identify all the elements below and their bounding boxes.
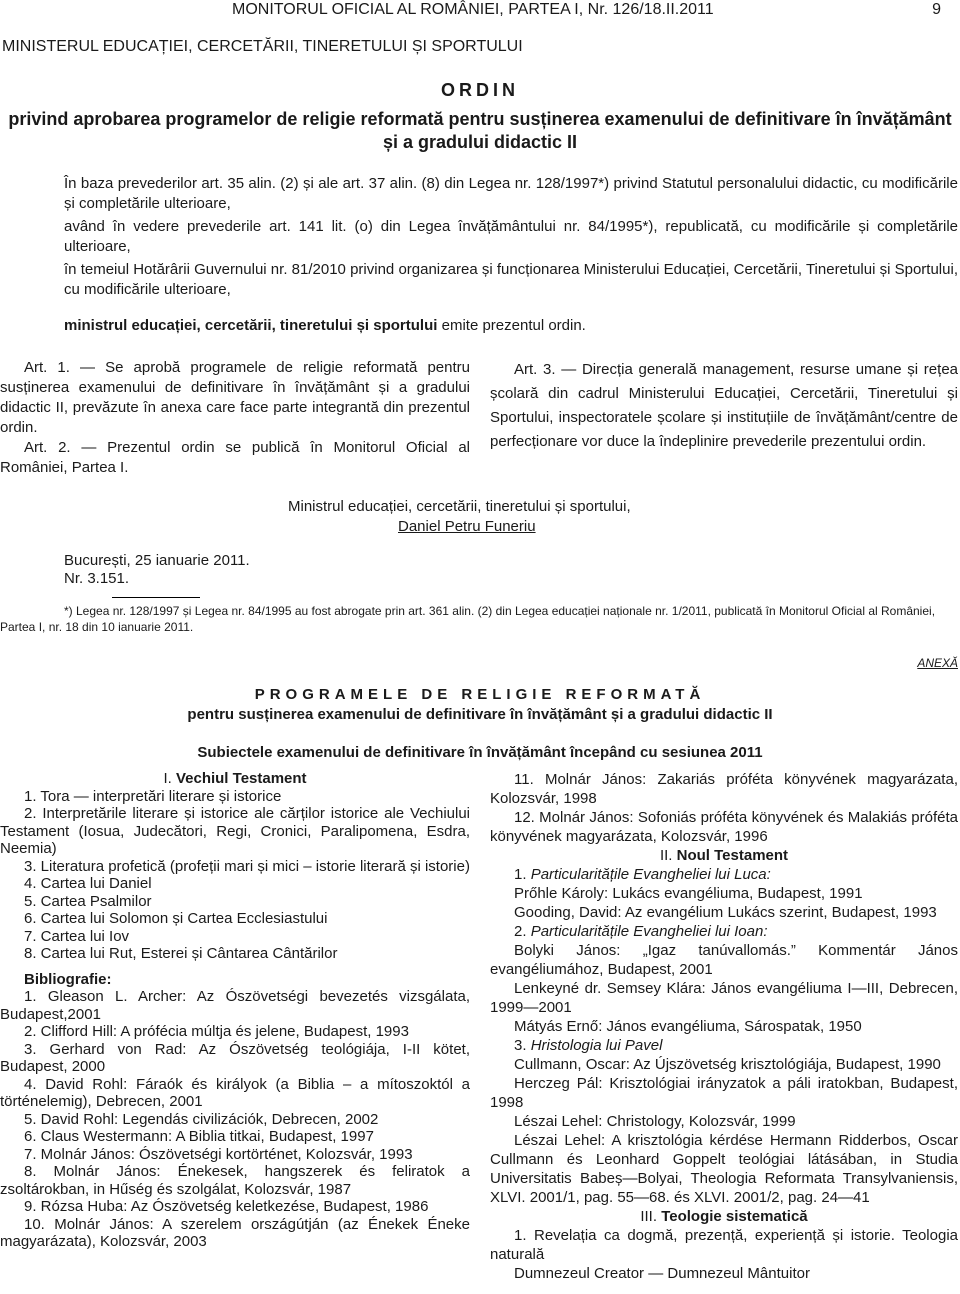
section-number: III. [640, 1208, 658, 1225]
bibliography-item: 9. Rózsa Huba: Az Ószövetség keletkezése, Budapest, 1986 [24, 1198, 429, 1215]
article-2: Art. 2. — Prezentul ordin se publică în Monitorul Oficial al României, Partea I. [0, 439, 470, 476]
bibliography-item: Lészai Lehel: Christology, Kolozsvár, 1999 [514, 1113, 796, 1130]
left-program-column [0, 770, 470, 1251]
page-header [0, 0, 960, 20]
preamble-paragraph: având în vedere prevederile art. 141 lit. (o) din Legea învățământului nr. 84/1995*), republicată, cu modificările și completările ulterioare, [64, 218, 958, 255]
publication-title: MONITORUL OFICIAL AL ROMÂNIEI, PARTEA I, Nr. 126/18.II.2011 [232, 1, 714, 18]
bibliography-item: 5. David Rohl: Legendás civilizációk, Debrecen, 2002 [24, 1110, 379, 1128]
subsection-title: Particularitățile Evangheliei lui Luca: [530, 866, 771, 883]
bibliography-item: 7. Molnár János: Ószövetségi kortörténet, Kolozsvár, 1993 [24, 1145, 413, 1163]
list-item: 2. Interpretările literare și istorice ale cărților istorice ale Vechiului Testament (Iosua, Judecători, Regi, Cronici, Paralipomena, Esdra, Neemia) [0, 805, 470, 857]
section-heading [0, 770, 470, 788]
bibliography-item: 3. Gerhard von Rad: Az Ószövetség teológiája, I-II kötet, Budapest, 2000 [0, 1040, 470, 1075]
section-heading [490, 1207, 958, 1226]
issuing-ministry: MINISTERUL EDUCAȚIEI, CERCETĂRII, TINERETULUI ȘI SPORTULUI [2, 38, 523, 55]
bibliography-item: Gooding, David: Az evangélium Lukács szerint, Budapest, 1993 [514, 904, 937, 921]
annex-label: ANEXĂ [917, 656, 958, 670]
enacting-clause [64, 317, 586, 335]
bibliography-item: 8. Molnár János: Énekesek, hangszerek és feliratok a zsoltárokban, in Hűség és szolgálat, Kolozsvár, 1987 [0, 1163, 470, 1198]
bibliography-item: 2. Clifford Hill: A prófécia múltja és jelene, Budapest, 1993 [24, 1023, 409, 1040]
annex-subtitle: pentru susținerea examenului de definitivare în învățământ și a gradului didactic II [187, 706, 773, 723]
list-item: 5. Cartea Psalmilor [24, 892, 152, 910]
order-title: ORDIN [441, 80, 519, 100]
bibliography-heading: Bibliografie: [24, 970, 112, 988]
bibliography-item: 10. Molnár János: A szerelem országútján (az Énekek Éneke magyarázata), Kolozsvár, 2003 [0, 1215, 470, 1250]
signature-block [288, 497, 631, 537]
right-program-column [490, 770, 958, 1283]
subsection-title: Particularitățile Evangheliei lui Ioan: [530, 923, 768, 940]
subsection-heading [490, 865, 958, 884]
bibliography-item: Cullmann, Oscar: Az Újszövetség krisztológiája, Budapest, 1990 [514, 1056, 941, 1073]
section-number: II. [659, 847, 673, 864]
article-3: Art. 3. — Direcția generală management, resurse umane și rețea școlară din cadrul Ministerului Educației, Cercetării, Tineretului și Sportului, inspectoratele școlare și instituțiile de învățământ/centre de perfecționare vor duce la îndeplinire prevederile prezentului ordin. [490, 361, 958, 450]
section-title: Vechiul Testament [175, 770, 307, 787]
footnote-divider [112, 597, 200, 598]
signatory-role: Ministrul educației, cercetării, tineretului și sportului, [288, 498, 631, 515]
bibliography-item: Bolyki János: „Igaz tanúvallomás.” Kommentár János evangéliumához, Budapest, 2001 [490, 942, 958, 978]
section-number: I. [163, 770, 172, 787]
place-and-date: București, 25 ianuarie 2011. [64, 552, 250, 569]
list-item: 8. Cartea lui Rut, Esterei și Cântarea Cântărilor [24, 945, 338, 962]
bibliography-item: Lészai Lehel: A krisztológia kérdése Hermann Ridderbos, Oscar Cullmann és Leonhard Goppelt teológiai látásában, in Studia Universitatis Babeș—Bolyai, Theologia Reformata Transylvaniensis, XLVI. 2001/1, pag. 55—68. és XLVI. 2001/2, pag. 24—41 [490, 1132, 958, 1206]
page-number: 9 [932, 1, 941, 18]
order-subtitle: privind aprobarea programelor de religie reformată pentru susținerea examenului de definitivare în învățământ și a gradului didactic II [8, 109, 952, 152]
list-item: 1. Tora — interpretări literare și istorice [24, 787, 282, 805]
enacting-text: emite prezentul ordin. [437, 317, 586, 334]
footnote: *) Legea nr. 128/1997 și Legea nr. 84/1995 au fost abrogate prin art. 361 alin. (2) din Legea educației naționale nr. 1/2011, publicată în Monitorul Oficial al României, Partea I, nr. 18 din 10 ianuarie 2011. [0, 604, 936, 634]
subsection-heading [490, 922, 958, 941]
bibliography-item: Herczeg Pál: Krisztológiai irányzatok a páli iratokban, Budapest, 1998 [490, 1075, 958, 1111]
list-item: 3. Literatura profetică (profeții mari și mici – istorie literară și istorie) [24, 857, 470, 875]
place-date [64, 552, 250, 588]
bibliography-item: 4. David Rohl: Fáraók és királyok (a Biblia – a mítoszoktól a történelemig), Debrecen, 2001 [0, 1075, 470, 1110]
list-item: 4. Cartea lui Daniel [24, 875, 152, 892]
list-item: Dumnezeul Creator — Dumnezeul Mântuitor [514, 1265, 810, 1282]
signatory-name: Daniel Petru Funeriu [398, 518, 536, 535]
annex-title: PROGRAMELE DE RELIGIE REFORMATĂ [254, 686, 706, 703]
minister-title: ministrul educației, cercetării, tineretului și sportului [64, 317, 438, 334]
subsection-heading [490, 1036, 958, 1055]
subsection-number: 2. [514, 923, 527, 940]
articles-left-column [0, 358, 470, 478]
bibliography-item: 6. Claus Westermann: A Biblia titkai, Budapest, 1997 [24, 1128, 374, 1145]
bibliography-item: 1. Gleason L. Archer: Az Ószövetségi bevezetés vizsgálata, Budapest,2001 [0, 988, 470, 1023]
bibliography-item: Prőhle Károly: Lukács evangéliuma, Budapest, 1991 [514, 885, 863, 902]
list-item: 7. Cartea lui Iov [24, 927, 130, 945]
preamble-paragraph: în temeiul Hotărârii Guvernului nr. 81/2010 privind organizarea și funcționarea Ministerului Educației, Cercetării, Tineretului și Sportului, cu modificările ulterioare, [64, 261, 958, 298]
section-title: Teologie sistematică [661, 1208, 808, 1225]
exam-subject-heading: Subiectele examenului de definitivare în învățământ începând cu sesiunea 2011 [197, 744, 763, 761]
bibliography-item: 11. Molnár János: Zakariás próféta könyvének magyarázata, Kolozsvár, 1998 [490, 771, 958, 807]
order-number: Nr. 3.151. [64, 570, 130, 587]
subsection-title: Hristologia lui Pavel [530, 1037, 663, 1054]
subsection-number: 1. [514, 866, 527, 883]
section-title: Noul Testament [676, 847, 789, 864]
bibliography-item: Lenkeyné dr. Semsey Klára: János evangéliuma I—III, Debrecen, 1999—2001 [490, 980, 958, 1016]
articles-right-column [490, 358, 958, 454]
article-1: Art. 1. — Se aprobă programele de religie reformată pentru susținerea examenului de definitivare în învățământ și a gradului didactic II, prevăzute în anexa care face parte integrantă din prezentul ordin. [0, 359, 470, 436]
preamble-paragraph: În baza prevederilor art. 35 alin. (2) și ale art. 37 alin. (8) din Legea nr. 128/1997*) privind Statutul personalului didactic, cu modificările și completările ulterioare, [64, 175, 958, 212]
bibliography-item: Mátyás Ernő: János evangéliuma, Sárospatak, 1950 [514, 1018, 862, 1035]
section-heading [490, 846, 958, 865]
bibliography-item: 12. Molnár János: Sofoniás próféta könyvének és Malakiás próféta könyvének magyarázata, Kolozsvár, 1996 [490, 809, 958, 845]
list-item: 6. Cartea lui Solomon și Cartea Ecclesiastului [24, 910, 328, 927]
list-item: 1. Revelația ca dogmă, prezență, experiență și istorie. Teologia naturală [490, 1227, 958, 1263]
subsection-number: 3. [514, 1037, 527, 1054]
